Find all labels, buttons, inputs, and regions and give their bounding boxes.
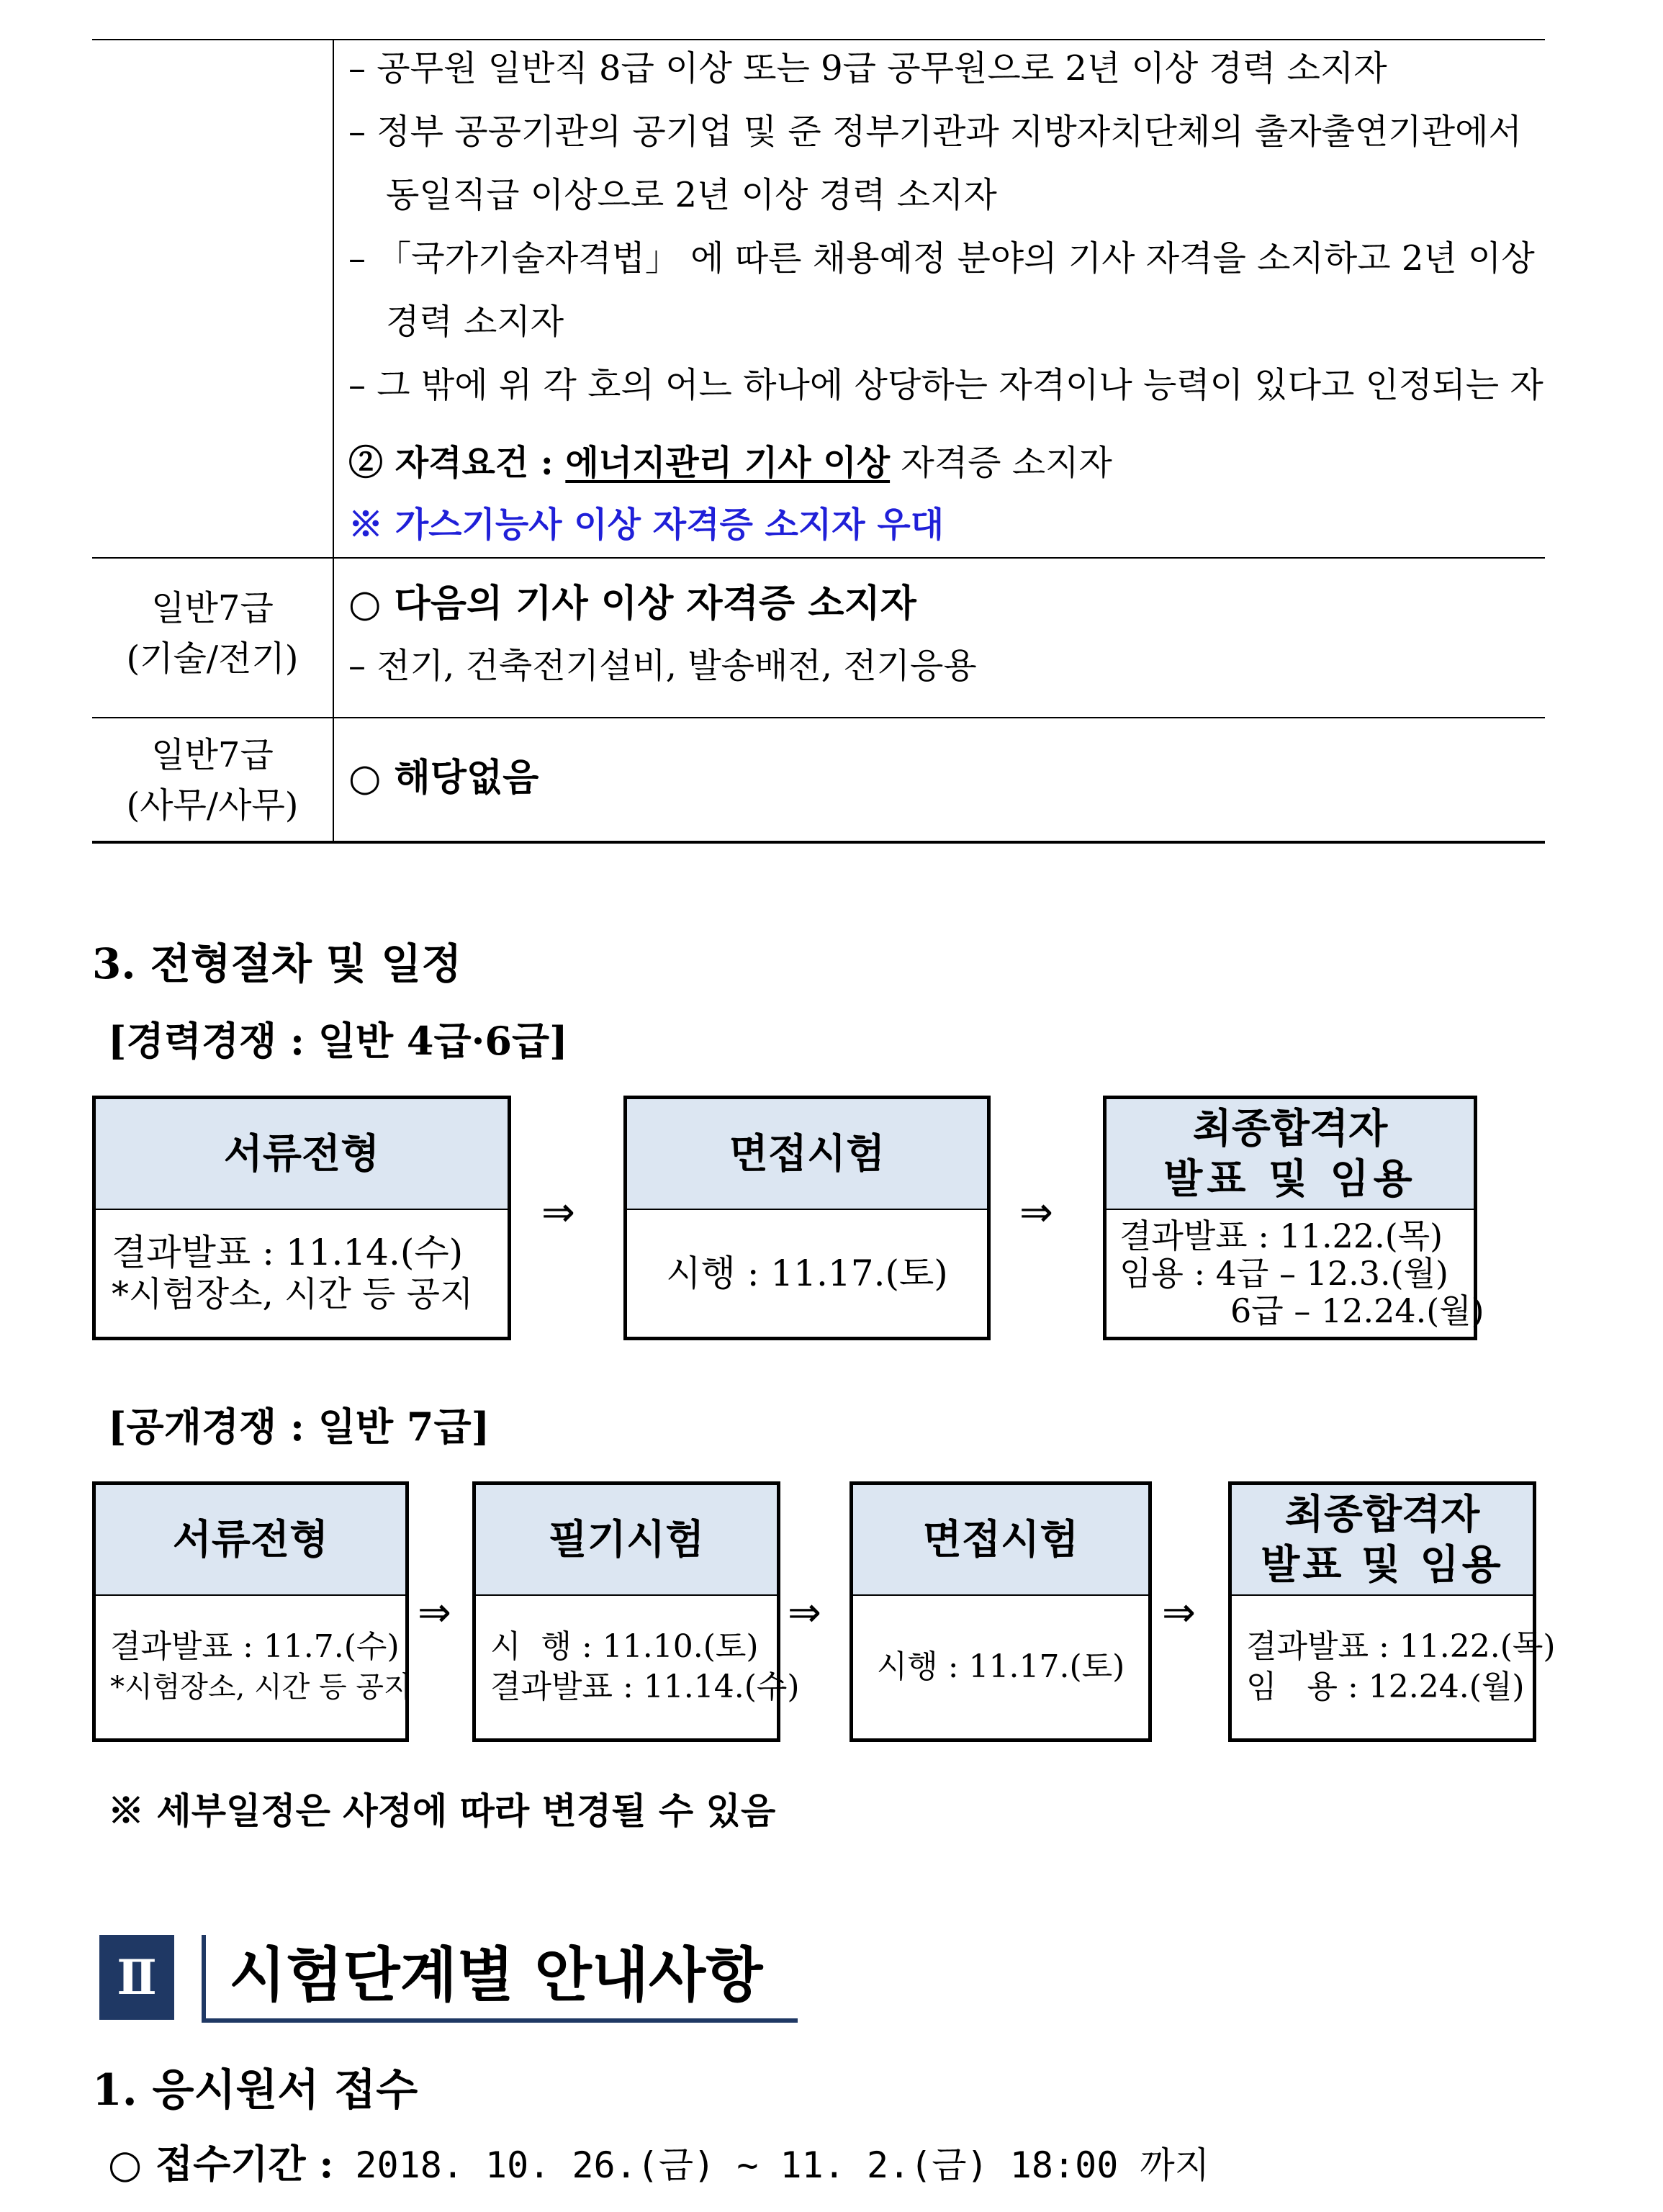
step-title <box>1107 1099 1474 1210</box>
step-body <box>96 1596 412 1738</box>
open-subtitle: [공개경쟁 : 일반 7급] <box>108 1404 490 1450</box>
step-line: 시행 : 11.17.(토) <box>666 1252 948 1294</box>
row-bullet: ○ 해당없음 <box>348 756 539 800</box>
row-label-line1: 일반7급 <box>151 588 274 628</box>
requirement-suffix: 자격증 소지자 <box>890 443 1112 483</box>
step-line: *시험장소, 시간 등 공지 <box>110 1671 412 1704</box>
application-period <box>108 2134 1209 2189</box>
qualification-line: – 그 밖에 위 각 호의 어느 하나에 상당하는 자격이나 능력이 있다고 인정되는 자 <box>348 365 1543 405</box>
step-line: 결과발표 : 11.14.(수) <box>112 1232 464 1273</box>
preference-note: ※ 가스기능사 이상 자격증 소지자 우대 <box>348 505 945 545</box>
qualification-line: 동일직급 이상으로 2년 이상 경력 소지자 <box>386 175 997 215</box>
step-line: 임용 : 4급 – 12.3.(월) <box>1119 1254 1448 1293</box>
requirement-emphasis: 에너지관리 기사 이상 <box>565 443 891 483</box>
flow-arrow-icon: ⇒ <box>1019 1189 1053 1236</box>
row-detail: – 전기, 건축전기설비, 발송배전, 전기응용 <box>348 646 977 686</box>
open-step-final <box>1228 1481 1556 1742</box>
step-title: 서류전형 <box>96 1485 405 1596</box>
career-subtitle: [경력경쟁 : 일반 4급·6급] <box>108 1018 568 1064</box>
part-title-underline <box>202 2018 798 2023</box>
subsection-title: 1. 응시원서 접수 <box>92 2065 418 2116</box>
requirement-line <box>348 439 1112 487</box>
open-step-written <box>472 1481 800 1742</box>
row-bullet: ○ 다음의 기사 이상 자격증 소지자 <box>348 582 916 626</box>
table-row-divider <box>92 717 1545 718</box>
requirement-prefix: ② 자격요건 : <box>348 443 566 483</box>
flow-arrow-icon: ⇒ <box>788 1589 821 1636</box>
step-body <box>476 1596 800 1738</box>
step-body <box>627 1210 987 1337</box>
step-title <box>1232 1485 1533 1596</box>
step-body <box>96 1210 508 1337</box>
step-line: *시험장소, 시간 등 공지 <box>112 1274 474 1314</box>
step-title-line2: 발표 및 임용 <box>1163 1155 1417 1203</box>
step-line: 임 용 : 12.24.(월) <box>1246 1669 1525 1705</box>
row-label-line2: (사무/사무) <box>126 785 299 826</box>
step-title-line1: 최종합격자 <box>1284 1491 1480 1538</box>
section-title: 3. 전형절차 및 일정 <box>92 939 462 988</box>
step-body <box>1107 1210 1484 1337</box>
step-line: 결과발표 : 11.14.(수) <box>490 1669 800 1705</box>
career-step-documents <box>92 1096 511 1340</box>
open-step-documents <box>92 1481 412 1742</box>
step-line: 시 행 : 11.10.(토) <box>490 1628 759 1665</box>
qualification-line: 경력 소지자 <box>386 302 564 342</box>
period-label: ○ 접수기간 : <box>108 2141 334 2187</box>
step-title: 면접시험 <box>627 1099 987 1210</box>
flow-arrow-icon: ⇒ <box>418 1589 451 1636</box>
table-top-border <box>92 39 1545 40</box>
step-line: 결과발표 : 11.22.(목) <box>1119 1216 1443 1255</box>
step-title-line1: 최종합격자 <box>1192 1105 1388 1152</box>
table-row-divider <box>92 557 1545 559</box>
step-body <box>853 1596 1148 1738</box>
step-title: 필기시험 <box>476 1485 777 1596</box>
step-line: 6급 – 12.24.(월) <box>1230 1291 1484 1330</box>
flow-arrow-icon: ⇒ <box>541 1189 575 1236</box>
step-title: 면접시험 <box>853 1485 1148 1596</box>
row-label-line2: (기술/전기) <box>126 638 299 679</box>
table-column-divider <box>333 40 334 842</box>
part-numeral-badge: Ⅱ <box>99 1935 174 2020</box>
open-step-interview <box>849 1481 1152 1742</box>
qualification-line: – 정부 공공기관의 공기업 및 준 정부기관과 지방자치단체의 출자출연기관에서 <box>348 112 1522 152</box>
part-title-bar <box>202 1935 206 2023</box>
schedule-note: ※ 세부일정은 사정에 따라 변경될 수 있음 <box>108 1789 776 1832</box>
row-label-line1: 일반7급 <box>151 735 274 775</box>
step-title: 서류전형 <box>96 1099 508 1210</box>
step-title-line2: 발표 및 임용 <box>1261 1541 1504 1589</box>
flow-arrow-icon: ⇒ <box>1162 1589 1196 1636</box>
step-line: 결과발표 : 11.7.(수) <box>110 1628 400 1665</box>
career-step-interview <box>623 1096 991 1340</box>
step-line: 결과발표 : 11.22.(목) <box>1246 1628 1556 1665</box>
period-value: 2018. 10. 26.(금) ~ 11. 2.(금) 18:00 까지 <box>333 2144 1209 2186</box>
qualification-line: – 「국가기술자격법」 에 따른 채용예정 분야의 기사 자격을 소지하고 2년 이상 <box>348 238 1535 279</box>
step-body <box>1232 1596 1556 1738</box>
career-step-final <box>1103 1096 1484 1340</box>
part-title: 시험단계별 안내사항 <box>229 1941 763 2010</box>
table-bottom-border <box>92 841 1545 844</box>
qualification-line: – 공무원 일반직 8급 이상 또는 9급 공무원으로 2년 이상 경력 소지자 <box>348 48 1387 89</box>
step-line: 시행 : 11.17.(토) <box>876 1648 1125 1685</box>
